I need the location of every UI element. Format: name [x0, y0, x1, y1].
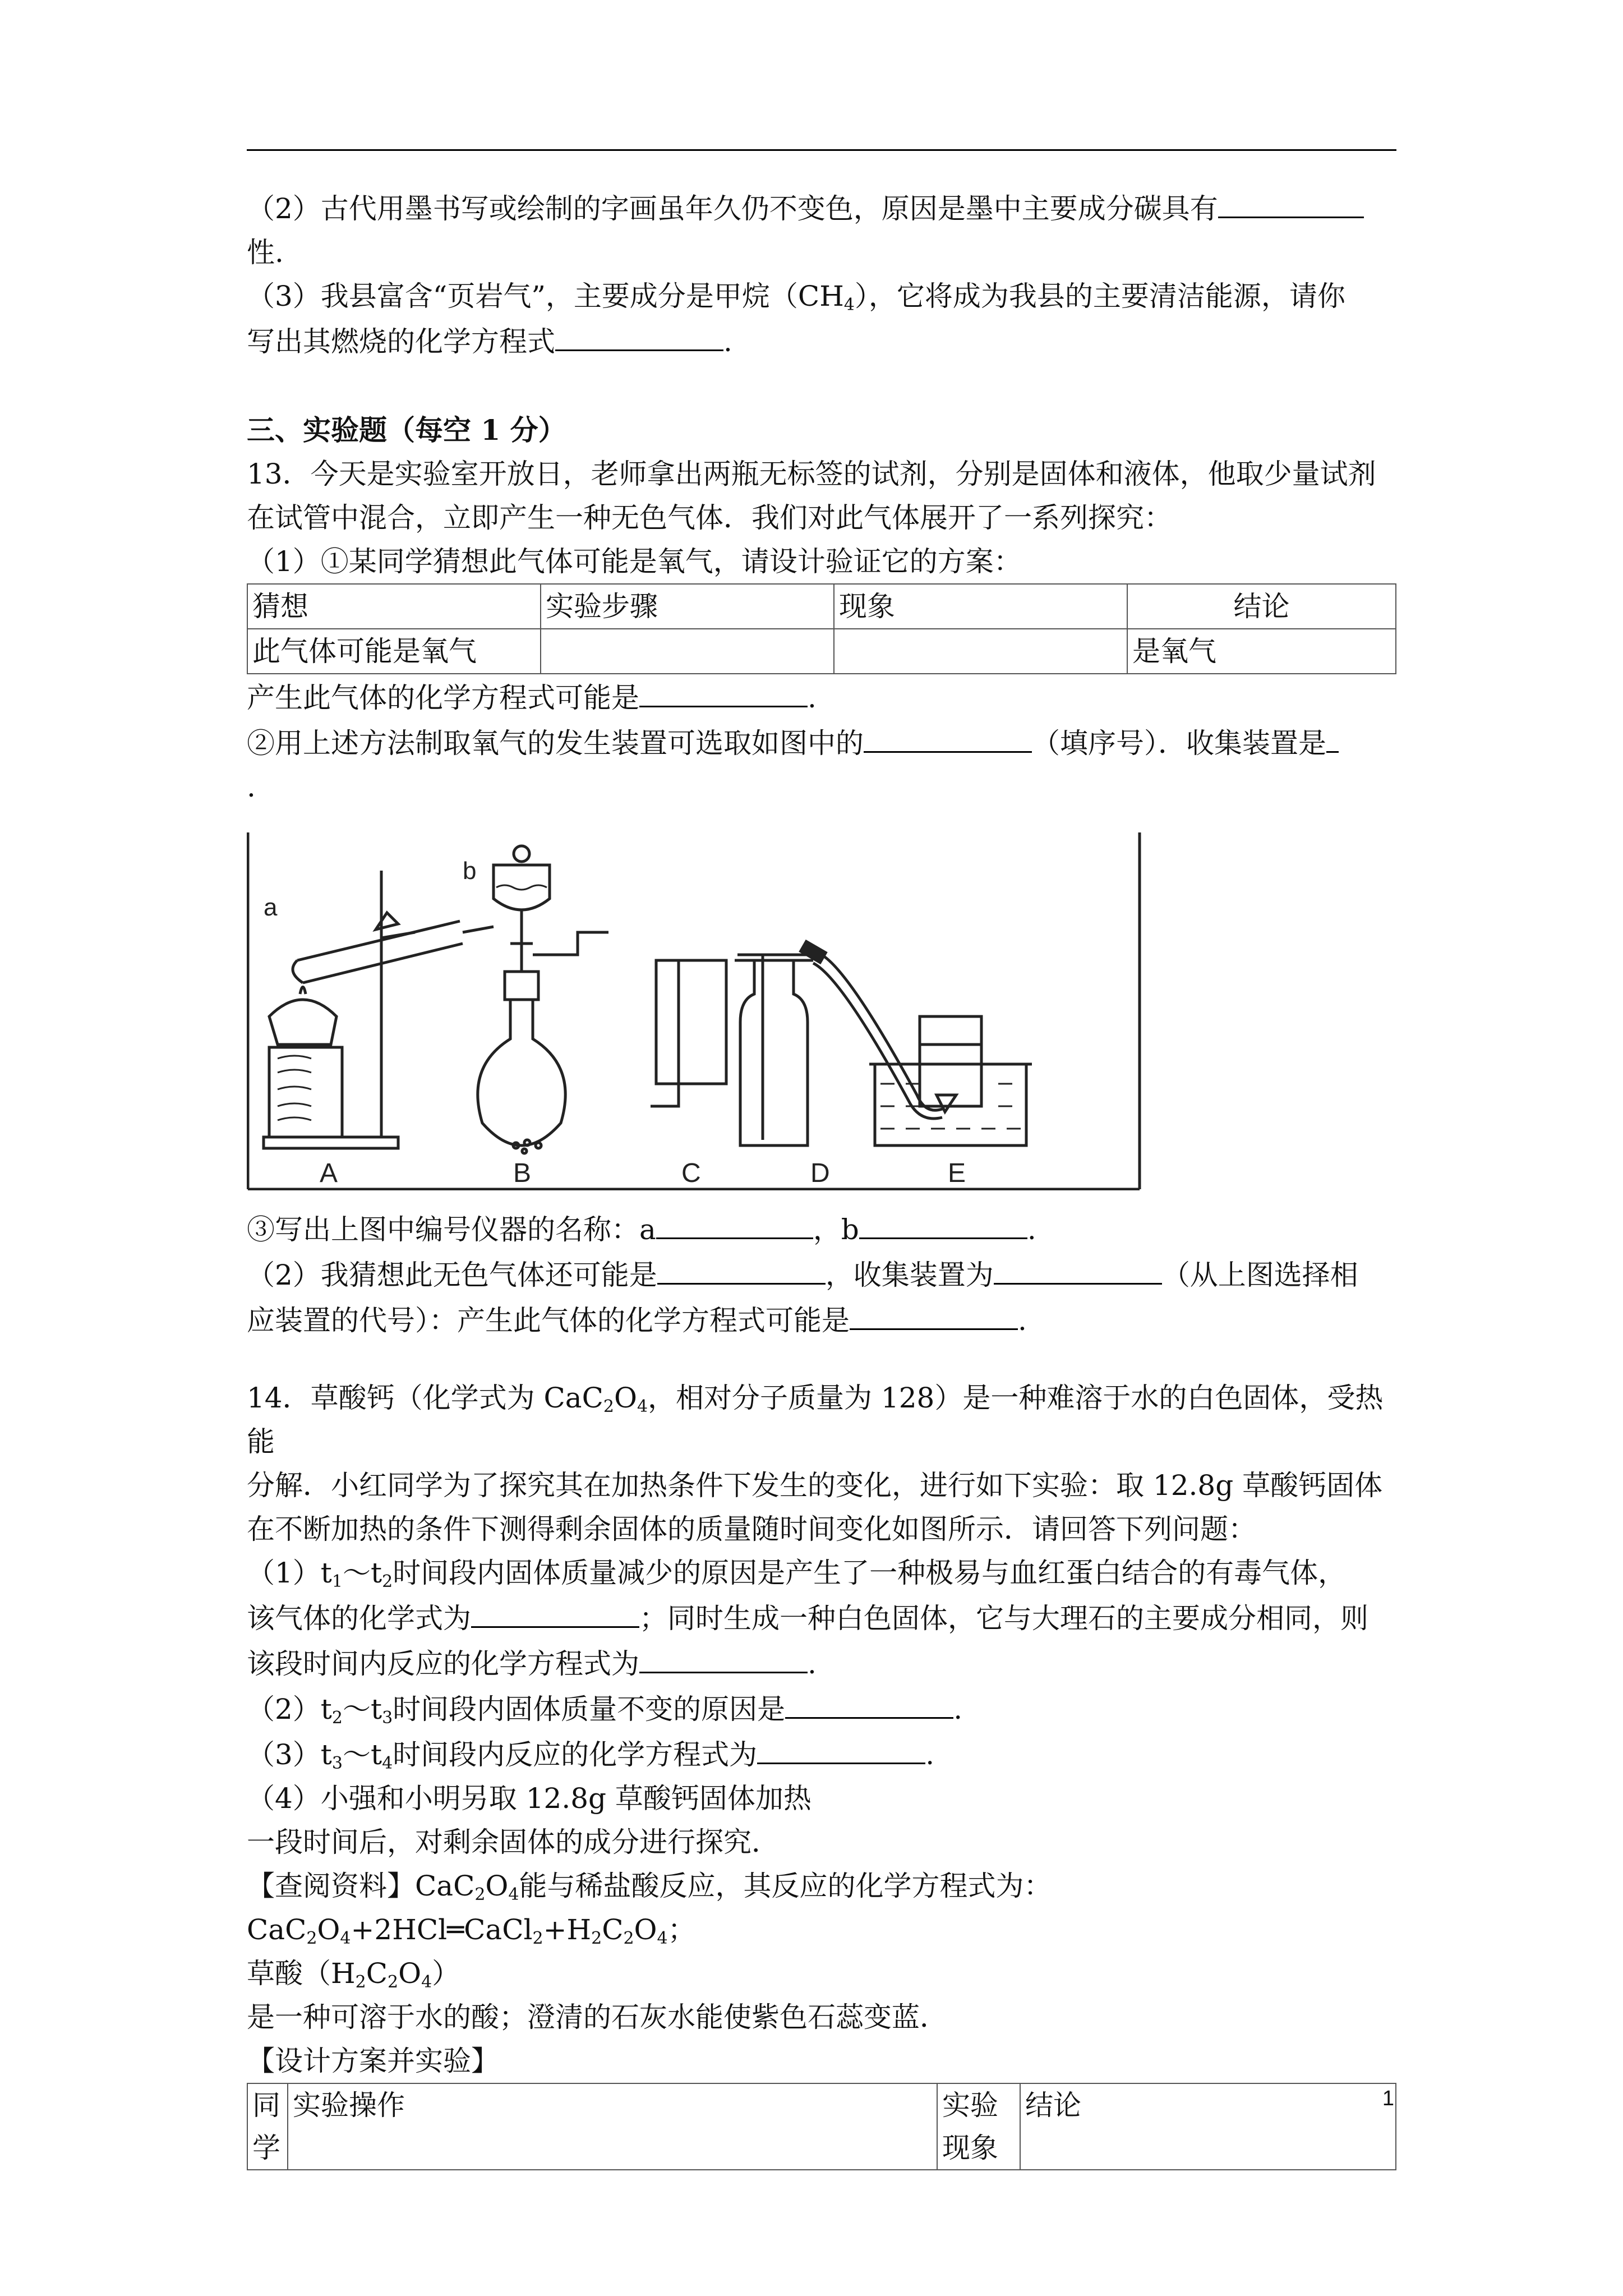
q14-reference-text: ） — [432, 1957, 460, 1990]
q13-part2-text-b: ，收集装置为 — [825, 1259, 994, 1291]
answer-blank[interactable] — [555, 318, 723, 351]
q14-part1-text: 该段时间内反应的化学方程式为 — [247, 1648, 639, 1680]
apparatus-e-icon — [801, 941, 1032, 1145]
q14-reference-text: 【查阅资料】CaC — [247, 1870, 475, 1902]
q14-intro-text: O — [614, 1382, 637, 1414]
q14-part2-text: （2）t — [247, 1693, 332, 1726]
q13-part2-text-c: （从上图选择相 — [1161, 1259, 1358, 1291]
apparatus-a-icon — [264, 871, 494, 1148]
q14-part4 — [247, 1777, 1396, 1864]
caption-e: E — [948, 1158, 966, 1188]
q13-part1-2-end: . — [247, 771, 256, 803]
q14-part2-text: 时间段内固体质量不变的原因是 — [393, 1693, 786, 1726]
q14-reference-text: O — [485, 1870, 509, 1902]
subscript: 2 — [331, 1708, 343, 1728]
q14-part3-text: ～t — [343, 1738, 382, 1771]
table-header-cell: 猜想 — [247, 584, 541, 629]
q14-table — [247, 2083, 1396, 2170]
q14-part4-text: （4）小强和小明另取 12.8g 草酸钙固体加热 — [247, 1782, 811, 1815]
table-header-cell: 实验步骤 — [541, 584, 834, 629]
q14-intro-text: 分解．小红同学为了探究其在加热条件下发生的变化，进行如下实验：取 12.8g 草酸钙固体 — [247, 1469, 1383, 1502]
subscript: 4 — [657, 1929, 668, 1948]
table-cell: 此气体可能是氧气 — [247, 629, 541, 674]
table-header-cell: 结论 — [1127, 584, 1396, 629]
q13-part2-text-a: （2）我猜想此无色气体还可能是 — [247, 1259, 657, 1291]
subscript: 2 — [306, 1929, 317, 1948]
page-content — [247, 185, 1396, 2170]
q14-part4-text: 一段时间后，对剩余固体的成分进行探究． — [247, 1826, 780, 1858]
answer-blank[interactable] — [864, 720, 1032, 753]
q14-intro-text: ，相对分子质量为 128）是一种难溶于水的白色固体，受热能 — [247, 1382, 1384, 1458]
q14-part2 — [247, 1686, 1396, 1731]
table-header-cell: 现象 — [834, 584, 1127, 629]
caption-c: C — [681, 1158, 701, 1188]
answer-blank[interactable] — [859, 1206, 1027, 1239]
section-title: 三、实验题（每空 1 分） — [247, 413, 566, 447]
q12-part3-text-c: 写出其燃烧的化学方程式 — [247, 325, 555, 358]
q12-part3-text-a: （3）我县富含“页岩气”，主要成分是甲烷（CH — [247, 280, 844, 312]
table-cell-answer[interactable] — [834, 629, 1127, 674]
q14-reference-text: O — [634, 1913, 657, 1946]
q12-part3-text-b: ），它将成为我县的主要清洁能源，请你 — [854, 280, 1345, 312]
q13-part1-3-end: . — [1027, 1213, 1036, 1246]
subscript: 2 — [474, 1885, 486, 1904]
q12-part2 — [247, 185, 1396, 274]
q14-reference-text: O — [398, 1957, 422, 1990]
q14-design-heading: 【设计方案并实验】 — [247, 2045, 499, 2077]
subscript: 3 — [331, 1754, 343, 1773]
q13-part1-3-text-a: ③写出上图中编号仪器的名称：a — [247, 1213, 656, 1246]
subscript: 3 — [382, 1708, 393, 1728]
subscript: 4 — [508, 1885, 519, 1904]
subscript: 4 — [843, 295, 855, 315]
q13-part2 — [247, 1251, 1396, 1342]
subscript: 2 — [355, 1972, 366, 1992]
table-header-cell: 实验操作 — [288, 2083, 937, 2170]
subscript: 4 — [340, 1929, 351, 1948]
table-cell-answer[interactable] — [541, 629, 834, 674]
table-header-row — [247, 584, 1396, 629]
q12-part3-end: . — [723, 325, 732, 358]
q14-part2-text: . — [953, 1693, 963, 1726]
q13-part2-end: . — [1018, 1304, 1027, 1337]
answer-blank[interactable] — [471, 1595, 639, 1628]
caption-a: A — [320, 1158, 338, 1188]
subscript: 2 — [591, 1929, 602, 1948]
q14-reference-text: 是一种可溶于水的酸；澄清的石灰水能使紫色石蕊变蓝． — [247, 2001, 948, 2033]
q13-table — [247, 583, 1396, 674]
q13-equation-line — [247, 674, 1396, 720]
answer-blank[interactable] — [994, 1251, 1162, 1285]
q13-part1: （1）①某同学猜想此气体可能是氧气，请设计验证它的方案： — [247, 545, 1022, 578]
label-a: a — [264, 894, 278, 921]
answer-blank[interactable] — [757, 1731, 925, 1764]
q14-part1-text: 该气体的化学式为 — [247, 1602, 471, 1635]
q13-equation-end: . — [808, 682, 817, 714]
q14-intro-text: 在不断加热的条件下测得剩余固体的质量随时间变化如图所示．请回答下列问题： — [247, 1513, 1256, 1545]
label-b: b — [463, 857, 477, 885]
q14-reference-text: O — [317, 1913, 340, 1946]
q14-part3-text: . — [925, 1738, 935, 1771]
q13-intro-line2: 在试管中混合，立即产生一种无色气体．我们对此气体展开了一系列探究： — [247, 501, 1172, 534]
apparatus-svg — [247, 831, 1141, 1190]
q14-part3-text: （3）t — [247, 1738, 332, 1771]
table-header-cell: 实验现象 — [937, 2083, 1020, 2170]
caption-b: B — [513, 1158, 532, 1188]
answer-blank[interactable] — [850, 1297, 1018, 1330]
table-header-cell: 同学 — [247, 2083, 288, 2170]
subscript: 4 — [421, 1972, 432, 1992]
q13-intro-line1: 13．今天是实验室开放日，老师拿出两瓶无标签的试剂，分别是固体和液体，他取少量试剂 — [247, 458, 1376, 490]
q14-reference-text: C — [602, 1913, 624, 1946]
table-row — [247, 629, 1396, 674]
q14-part3-text: 时间段内反应的化学方程式为 — [393, 1738, 758, 1771]
q14-reference-text: 能与稀盐酸反应，其反应的化学方程式为：CaC — [247, 1870, 1052, 1946]
subscript: 2 — [382, 1572, 393, 1591]
q12-part3 — [247, 274, 1396, 364]
apparatus-d-icon — [735, 955, 813, 1145]
subscript: 2 — [532, 1929, 543, 1948]
subscript: 2 — [603, 1397, 614, 1416]
q14-reference-text: C — [366, 1957, 388, 1990]
q14-part1-text: 时间段内固体质量减少的原因是产生了一种极易与血红蛋白结合的有毒气体， — [393, 1557, 1347, 1589]
answer-blank[interactable] — [639, 1640, 808, 1673]
subscript: 2 — [623, 1929, 634, 1948]
q12-part2-tail: 性. — [247, 236, 284, 269]
answer-blank[interactable] — [656, 1206, 813, 1239]
q12-part2-text: （2）古代用墨书写或绘制的字画虽年久仍不变色，原因是墨中主要成分碳具有 — [247, 192, 1218, 225]
q14-part1-text: ～t — [343, 1557, 382, 1589]
table-cell: 是氧气 — [1127, 629, 1396, 674]
answer-blank[interactable] — [657, 1251, 826, 1285]
subscript: 4 — [382, 1754, 393, 1773]
table-header-cell: 结论 — [1020, 2083, 1396, 2170]
q14-reference-text: 草酸（H — [247, 1957, 356, 1990]
q14-intro — [247, 1376, 1396, 1551]
q14-intro-text: 14．草酸钙（化学式为 CaC — [247, 1382, 603, 1414]
q14-reference-text: +2HCl═CaCl — [351, 1913, 533, 1946]
answer-blank[interactable] — [1218, 185, 1364, 218]
table-header-row — [247, 2083, 1396, 2170]
subscript: 1 — [331, 1572, 343, 1591]
q14-reference-text: +H — [543, 1913, 592, 1946]
q13-part1-3 — [247, 1206, 1396, 1251]
answer-blank[interactable] — [639, 674, 808, 707]
q13-part2-text-d: 应装置的代号）：产生此气体的化学方程式可能是 — [247, 1304, 850, 1337]
subscript: 2 — [387, 1972, 399, 1992]
q13-intro — [247, 452, 1396, 540]
q13-part1-2 — [247, 720, 1396, 809]
q14-part1-text: . — [808, 1648, 817, 1680]
apparatus-figure — [247, 831, 1141, 1190]
q14-part3 — [247, 1731, 1396, 1777]
header-rule — [247, 149, 1396, 151]
page-number: 1 — [1382, 2087, 1394, 2110]
subscript: 4 — [637, 1397, 648, 1416]
answer-blank[interactable] — [1326, 720, 1339, 753]
q13-part1-2-text-b: （填序号）．收集装置是 — [1032, 727, 1326, 760]
apparatus-b-icon — [478, 846, 608, 1153]
q13-part1-3-text-b: ，b — [813, 1213, 859, 1246]
caption-d: D — [810, 1158, 830, 1188]
q14-reference — [247, 1864, 1396, 2039]
q14-part1-text: （1）t — [247, 1557, 332, 1589]
answer-blank[interactable] — [785, 1686, 953, 1719]
q14-part1 — [247, 1551, 1396, 1686]
apparatus-c-icon — [651, 960, 726, 1106]
q14-reference-text: ； — [667, 1913, 696, 1946]
q13-equation-text: 产生此气体的化学方程式可能是 — [247, 682, 639, 714]
q13-part1-2-text-a: ②用上述方法制取氧气的发生装置可选取如图中的 — [247, 727, 864, 760]
q14-part1-text: ；同时生成一种白色固体，它与大理石的主要成分相同，则 — [639, 1602, 1368, 1635]
q14-part2-text: ～t — [343, 1693, 382, 1726]
